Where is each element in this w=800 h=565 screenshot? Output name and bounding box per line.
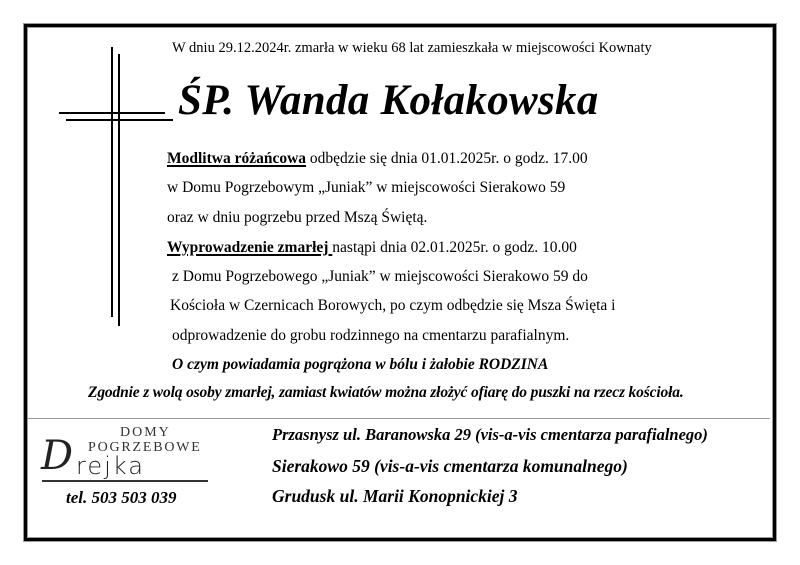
rosary-line-3: oraz w dniu pogrzebu przed Mszą Świętą. <box>167 209 428 226</box>
logo-domy: DOMY <box>120 425 171 440</box>
cross-vertical-line <box>111 47 113 317</box>
funeral-line-4: odprowadzenie do grobu rodzinnego na cmentarzu parafialnym. <box>172 327 570 344</box>
funeral-home-logo <box>38 424 218 484</box>
cross-vertical-line <box>118 54 120 326</box>
address-sierakowo: Sierakowo 59 (vis-a-vis cmentarza komunalnego) <box>272 456 628 476</box>
donation-notice: Zgodnie z wolą osoby zmarłej, zamiast kwiatów można złożyć ofiarę do puszki na rzecz kościoła. <box>88 384 684 401</box>
funeral-line-1 <box>167 239 577 257</box>
funeral-line-3: Kościoła w Czernicach Borowych, po czym odbędzie się Msza Święta i <box>170 297 616 314</box>
death-announcement: W dniu 29.12.2024r. zmarła w wieku 68 lat zamieszkała w miejscowości Kownaty <box>172 40 652 56</box>
logo-pogrzebowe: POGRZEBOWE <box>88 440 202 455</box>
logo-initial: D <box>41 433 74 479</box>
funeral-line-2: z Domu Pogrzebowego „Juniak” w miejscowości Sierakowo 59 do <box>172 268 588 285</box>
cross-horizontal-line <box>66 119 173 121</box>
address-grudusk: Grudusk ul. Marii Konopnickiej 3 <box>272 486 518 506</box>
funeral-heading: Wyprowadzenie zmarłej <box>167 239 333 256</box>
logo-underline <box>42 480 208 482</box>
cross-horizontal-line <box>59 112 165 114</box>
rosary-line-2: w Domu Pogrzebowym „Juniak” w miejscowości Sierakowo 59 <box>167 179 566 196</box>
logo-name: rejka <box>76 452 145 480</box>
funeral-details: nastąpi dnia 02.01.2025r. o godz. 10.00 <box>332 239 577 256</box>
deceased-name: ŚP. Wanda Kołakowska <box>178 77 599 124</box>
rosary-details: odbędzie się dnia 01.01.2025r. o godz. 17.00 <box>306 150 588 167</box>
family-notice: O czym powiadamia pogrążona w bólu i żałobie RODZINA <box>172 356 549 373</box>
footer-divider <box>28 418 770 419</box>
address-przasnysz: Przasnysz ul. Baranowska 29 (vis-a-vis cmentarza parafialnego) <box>272 425 708 444</box>
rosary-line-1 <box>167 150 588 168</box>
rosary-heading: Modlitwa różańcowa <box>167 150 307 167</box>
funeral-home-phone: tel. 503 503 039 <box>66 488 177 507</box>
